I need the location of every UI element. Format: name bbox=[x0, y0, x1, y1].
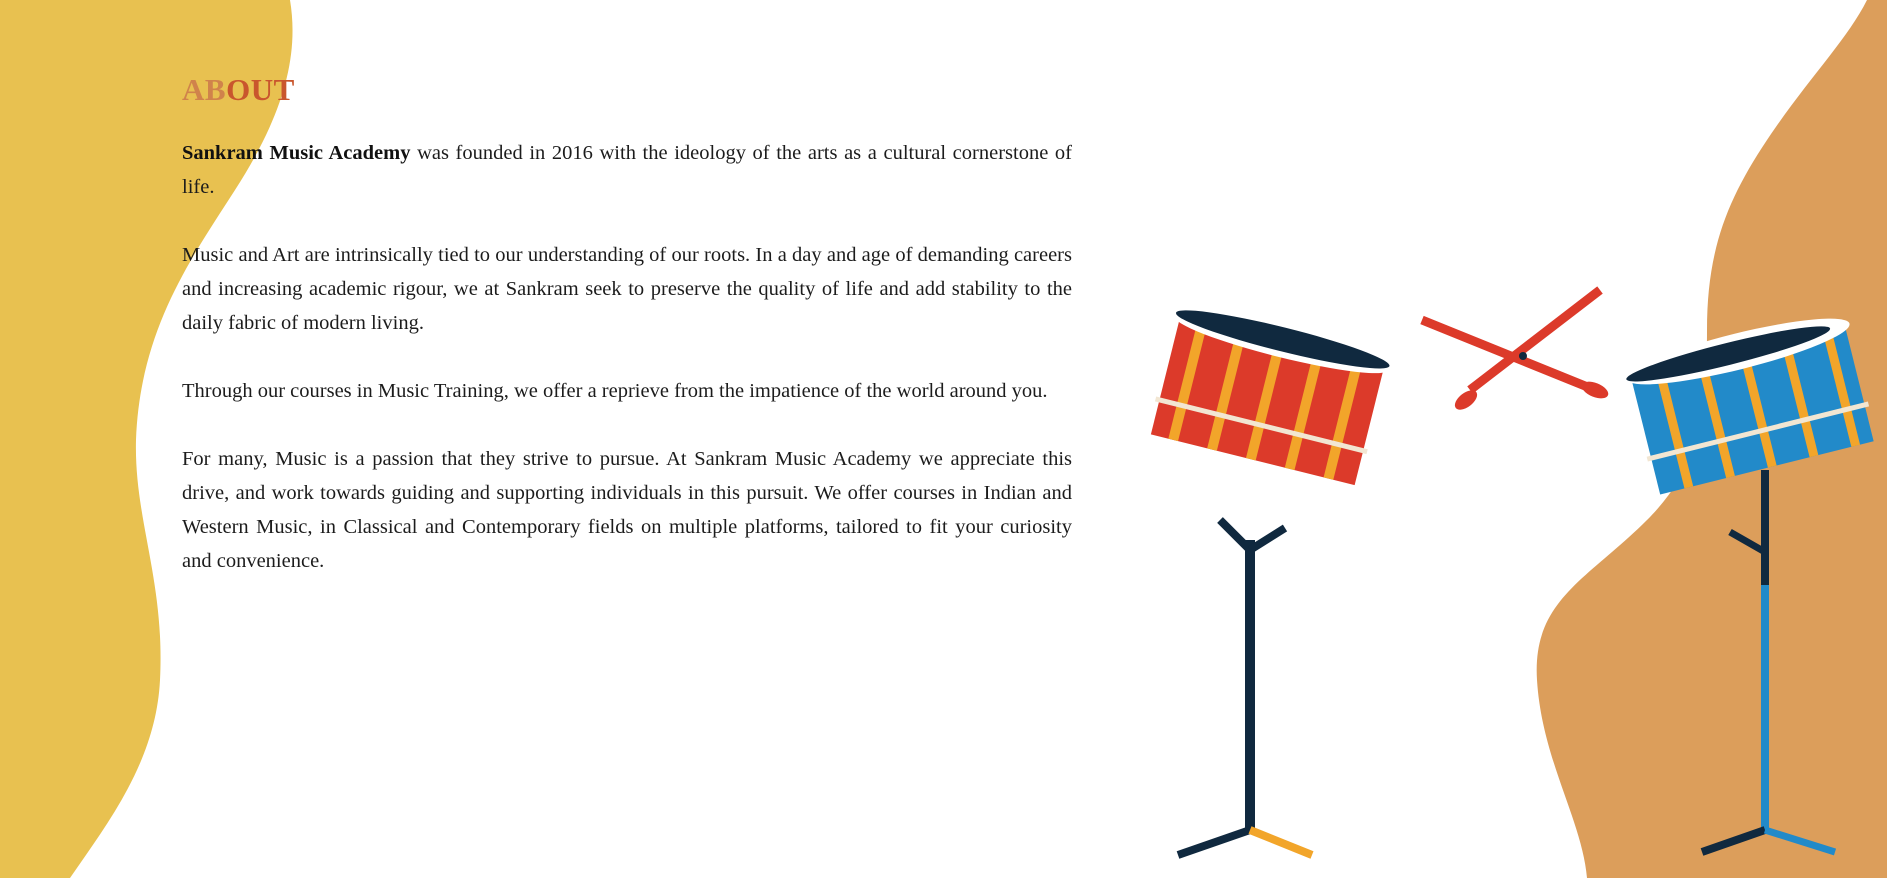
about-section bbox=[182, 70, 1072, 612]
about-paragraph-4: For many, Music is a passion that they strive to pursue. At Sankram Music Academy we appreciate this drive, and work towards guiding and supporting individuals in this pursuit. We offer courses in Indian and Western Music, in Classical and Contemporary fields on multiple platforms, tailored to fit your curiosity and convenience. bbox=[182, 448, 1072, 572]
about-paragraph-3: Through our courses in Music Training, we offer a reprieve from the impatience of the world around you. bbox=[182, 380, 1048, 402]
about-heading bbox=[182, 70, 1072, 110]
about-heading-part1: AB bbox=[182, 72, 227, 107]
red-drum-stand bbox=[1178, 520, 1312, 855]
drums-illustration bbox=[1120, 270, 1887, 878]
about-paragraph-1-text: was founded in 2016 with the ideology of the arts as a cultural cornerstone of life. bbox=[182, 142, 1072, 198]
about-paragraph-1 bbox=[182, 136, 1072, 204]
blue-drum-stand bbox=[1702, 470, 1835, 852]
about-heading-part2: OUT bbox=[226, 72, 295, 107]
blue-drum-icon bbox=[1622, 306, 1879, 496]
about-paragraph-2: Music and Art are intrinsically tied to our understanding of our roots. In a day and age of demanding careers and increasing academic rigour, we at Sankram seek to preserve the quality of life and add stability to the daily fabric of modern living. bbox=[182, 244, 1072, 334]
academy-name: Sankram Music Academy bbox=[182, 142, 411, 164]
red-drum-icon bbox=[1146, 301, 1392, 486]
drum-sticks-icon bbox=[1422, 290, 1611, 414]
